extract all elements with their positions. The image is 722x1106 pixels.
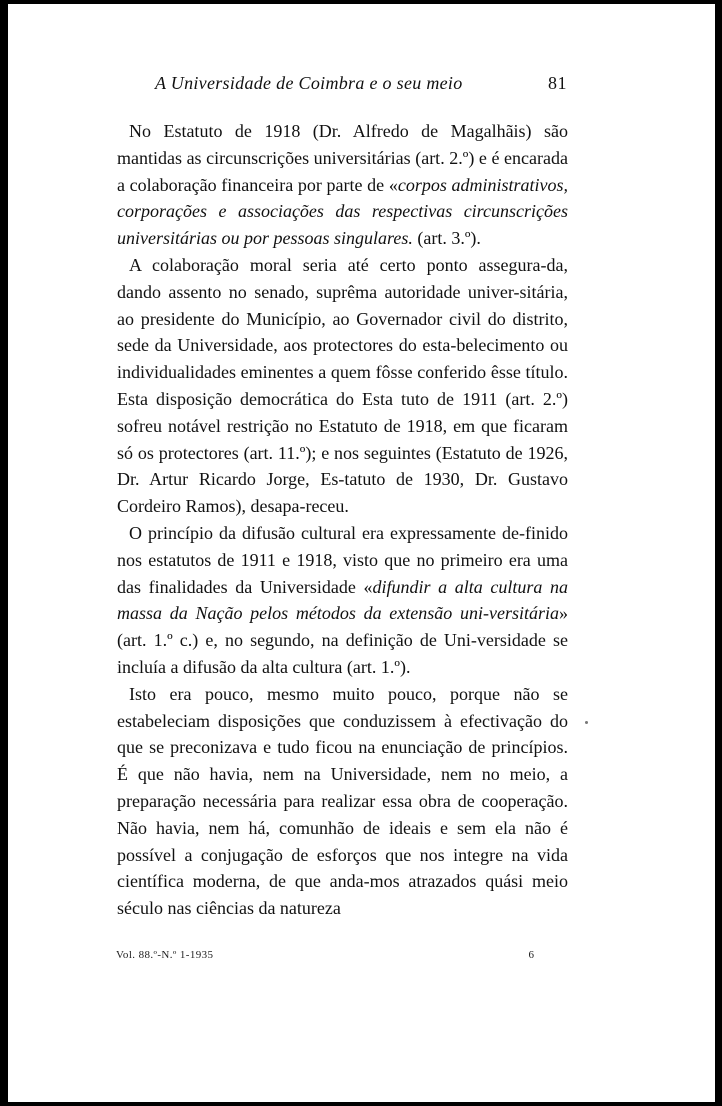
italic-quotation: corpos administrativos, corporações e associações das respectivas circunscrições universitárias ou por pessoas singulares. (117, 174, 568, 249)
text-run: » (art. 1.º c.) e, no segundo, na definição de Uni-versidade se incluía a difusão da alta cultura (art. 1.º). (117, 603, 568, 677)
page-footer (116, 949, 534, 965)
italic-quotation: difundir a alta cultura na massa da Nação pelos métodos da extensão uni-versitária (117, 576, 568, 624)
paper-speck (585, 721, 588, 724)
page-number: 81 (548, 73, 567, 93)
paragraph (117, 520, 568, 681)
volume-signature: Vol. 88.º-N.º 1-1935 (116, 949, 214, 961)
text-run: Isto era pouco, mesmo muito pouco, porque não se estabeleciam disposições que conduzissem à efectivação do que se preconizava e tudo ficou na enunciação de princípios. É que não havia, nem na Universidade, nem no meio, a preparação necessária para realizar essa obra de cooperação. Não havia, nem há, comunhão de ideais e sem ela não é possível a conjugação de esforços que nos integre na vida científica moderna, de que anda-mos atrazados quási meio século nas ciências da natureza (117, 683, 568, 919)
signature-mark: 6 (528, 949, 534, 961)
text-run: A colaboração moral seria até certo ponto assegura-da, dando assento no senado, suprêma autoridade univer-sitária, ao presidente do Município, ao Governador civil do distrito, sede da Universidade, aos protectores do esta-belecimento ou individualidades eminentes a quem fôsse conferido êsse título. Esta disposição democrática do Esta tuto de 1911 (art. 2.º) sofreu notável restrição no Estatuto de 1918, em que ficaram só os protectores (art. 11.º); e nos seguintes (Estatuto de 1926, Dr. Artur Ricardo Jorge, Es-tatuto de 1930, Dr. Gustavo Cordeiro Ramos), desapa-receu. (117, 254, 568, 517)
text-run: (art. 3.º). (412, 228, 481, 249)
body-text (117, 118, 568, 922)
running-title: A Universidade de Coimbra e o seu meio (155, 73, 463, 93)
paragraph (117, 118, 568, 252)
text-run: O princípio da difusão cultural era expressamente de-finido nos estatutos de 1911 e 1918, visto que no primeiro era uma das finalidades da Universidade « (117, 522, 568, 597)
paragraph (117, 252, 568, 520)
running-head (155, 73, 567, 101)
text-run: No Estatuto de 1918 (Dr. Alfredo de Magalhãis) são mantidas as circunscrições universitárias (art. 2.º) e é encarada a colaboração financeira por parte de « (117, 121, 568, 195)
paragraph (117, 681, 568, 922)
